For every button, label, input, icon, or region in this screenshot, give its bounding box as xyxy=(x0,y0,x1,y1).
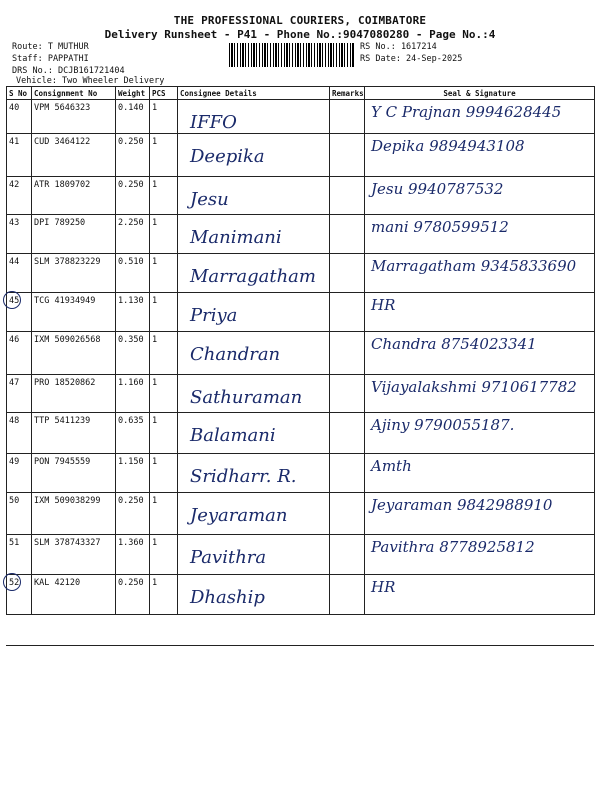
consignee-name: IFFO xyxy=(190,112,237,133)
table-row xyxy=(7,215,595,254)
consignment-cell-text: TCG 41934949 xyxy=(34,296,96,306)
seal-cell xyxy=(365,215,595,254)
consignee-name: Marragatham xyxy=(190,266,316,287)
pcs-cell xyxy=(150,134,178,177)
sno-cell xyxy=(7,177,32,215)
sno-cell xyxy=(7,332,32,375)
remarks-cell xyxy=(330,293,365,332)
consignment-cell xyxy=(32,134,116,177)
sno-cell xyxy=(7,493,32,535)
sno-cell-text: 47 xyxy=(9,378,20,388)
sno-cell xyxy=(7,454,32,493)
weight-cell-text: 0.635 xyxy=(118,416,144,426)
signature-text: HR xyxy=(371,296,396,314)
seal-cell xyxy=(365,454,595,493)
pcs-cell-text: 1 xyxy=(152,457,158,467)
consignee-name: Chandran xyxy=(190,344,281,365)
consignee-cell xyxy=(178,413,330,454)
consignee-name: Deepika xyxy=(190,146,265,167)
pcs-cell xyxy=(150,493,178,535)
signature-text: Y C Prajnan 9994628445 xyxy=(371,103,562,121)
remarks-cell xyxy=(330,575,365,615)
sno-cell-text: 41 xyxy=(9,137,20,147)
pcs-cell xyxy=(150,293,178,332)
weight-cell-text: 1.160 xyxy=(118,378,144,388)
pcs-cell xyxy=(150,413,178,454)
seal-cell xyxy=(365,100,595,134)
weight-cell xyxy=(116,493,150,535)
sno-cell-text: 42 xyxy=(9,180,20,190)
consignment-cell-text: IXM 509026568 xyxy=(34,335,101,345)
consignee-cell xyxy=(178,293,330,332)
sno-cell-text: 45 xyxy=(9,296,20,306)
consignment-cell-text: TTP 5411239 xyxy=(34,416,91,426)
consignment-cell xyxy=(32,332,116,375)
consignee-cell xyxy=(178,332,330,375)
weight-cell xyxy=(116,375,150,413)
consignment-cell xyxy=(32,100,116,134)
table-row xyxy=(7,454,595,493)
pcs-cell-text: 1 xyxy=(152,296,158,306)
pcs-cell xyxy=(150,177,178,215)
sno-cell-text: 44 xyxy=(9,257,20,267)
sno-cell-text: 49 xyxy=(9,457,20,467)
consignment-cell-text: VPM 5646323 xyxy=(34,103,91,113)
seal-cell xyxy=(365,177,595,215)
pcs-cell xyxy=(150,575,178,615)
pcs-cell xyxy=(150,535,178,575)
sno-cell xyxy=(7,254,32,293)
remarks-cell xyxy=(330,493,365,535)
rs-date: RS Date: 24-Sep-2025 xyxy=(360,54,463,64)
consignment-cell xyxy=(32,413,116,454)
drs-number: DRS No.: DCJB161721404 xyxy=(12,66,125,76)
bottom-divider xyxy=(6,645,594,646)
weight-cell xyxy=(116,332,150,375)
pcs-cell-text: 1 xyxy=(152,180,158,190)
consignment-cell-text: DPI 789250 xyxy=(34,218,86,228)
sno-cell-text: 50 xyxy=(9,496,20,506)
consignment-cell xyxy=(32,375,116,413)
consignee-cell xyxy=(178,535,330,575)
consignment-cell-text: SLM 378743327 xyxy=(34,538,101,548)
consignment-cell-text: KAL 42120 xyxy=(34,578,81,588)
weight-cell-text: 0.140 xyxy=(118,103,144,113)
consignment-cell-text: SLM 378823229 xyxy=(34,257,101,267)
column-header: Remarks xyxy=(330,87,365,100)
remarks-cell xyxy=(330,215,365,254)
sno-cell xyxy=(7,293,32,332)
weight-cell xyxy=(116,575,150,615)
consignee-name: Manimani xyxy=(190,227,282,248)
remarks-cell xyxy=(330,177,365,215)
consignment-cell-text: PON 7945559 xyxy=(34,457,91,467)
pcs-cell xyxy=(150,254,178,293)
seal-cell xyxy=(365,575,595,615)
weight-cell xyxy=(116,177,150,215)
consignment-cell xyxy=(32,293,116,332)
column-header: Weight xyxy=(116,87,150,100)
weight-cell-text: 0.250 xyxy=(118,496,144,506)
signature-text: HR xyxy=(371,578,396,596)
pcs-cell-text: 1 xyxy=(152,218,158,228)
sno-cell xyxy=(7,535,32,575)
consignee-cell xyxy=(178,575,330,615)
table-row xyxy=(7,413,595,454)
weight-cell-text: 0.250 xyxy=(118,180,144,190)
table-row xyxy=(7,375,595,413)
consignee-cell xyxy=(178,215,330,254)
table-row xyxy=(7,493,595,535)
seal-cell xyxy=(365,375,595,413)
remarks-cell xyxy=(330,134,365,177)
seal-cell xyxy=(365,413,595,454)
remarks-cell xyxy=(330,413,365,454)
weight-cell xyxy=(116,413,150,454)
seal-cell xyxy=(365,293,595,332)
consignment-cell xyxy=(32,177,116,215)
weight-cell xyxy=(116,215,150,254)
sno-cell xyxy=(7,215,32,254)
pcs-cell-text: 1 xyxy=(152,496,158,506)
signature-text: Amth xyxy=(371,457,412,475)
seal-cell xyxy=(365,254,595,293)
consignee-cell xyxy=(178,177,330,215)
barcode-image xyxy=(229,43,354,67)
rs-number: RS No.: 1617214 xyxy=(360,42,437,52)
circled-mark-icon xyxy=(3,291,21,309)
weight-cell xyxy=(116,454,150,493)
remarks-cell xyxy=(330,454,365,493)
consignee-cell xyxy=(178,493,330,535)
signature-text: Marragatham 9345833690 xyxy=(371,257,577,275)
weight-cell-text: 2.250 xyxy=(118,218,144,228)
circled-mark-icon xyxy=(3,573,21,591)
weight-cell xyxy=(116,134,150,177)
pcs-cell-text: 1 xyxy=(152,378,158,388)
column-header: Consignment No xyxy=(32,87,116,100)
table-row xyxy=(7,575,595,615)
weight-cell-text: 0.510 xyxy=(118,257,144,267)
pcs-cell-text: 1 xyxy=(152,257,158,267)
vehicle-label: Vehicle: Two Wheeler Delivery xyxy=(16,76,165,86)
consignee-cell xyxy=(178,134,330,177)
pcs-cell xyxy=(150,100,178,134)
seal-cell xyxy=(365,493,595,535)
table-row xyxy=(7,100,595,134)
pcs-cell xyxy=(150,454,178,493)
pcs-cell-text: 1 xyxy=(152,538,158,548)
column-header: Seal & Signature xyxy=(365,87,595,100)
column-header: Consignee Details xyxy=(178,87,330,100)
sno-cell xyxy=(7,575,32,615)
signature-text: Jesu 9940787532 xyxy=(371,180,504,198)
consignment-cell xyxy=(32,575,116,615)
weight-cell xyxy=(116,293,150,332)
signature-text: Pavithra 8778925812 xyxy=(371,538,535,556)
remarks-cell xyxy=(330,535,365,575)
staff-label: Staff: PAPPATHI xyxy=(12,54,89,64)
sno-cell-text: 40 xyxy=(9,103,20,113)
table-row xyxy=(7,254,595,293)
table-row xyxy=(7,332,595,375)
seal-cell xyxy=(365,332,595,375)
sno-cell-text: 46 xyxy=(9,335,20,345)
weight-cell-text: 0.250 xyxy=(118,137,144,147)
weight-cell-text: 1.360 xyxy=(118,538,144,548)
sno-cell xyxy=(7,375,32,413)
pcs-cell xyxy=(150,215,178,254)
weight-cell-text: 0.250 xyxy=(118,578,144,588)
sno-cell-text: 48 xyxy=(9,416,20,426)
consignee-name: Sathuraman xyxy=(190,387,303,408)
remarks-cell xyxy=(330,254,365,293)
consignee-name: Sridharr. R. xyxy=(190,466,297,487)
table-row xyxy=(7,177,595,215)
remarks-cell xyxy=(330,332,365,375)
weight-cell-text: 1.130 xyxy=(118,296,144,306)
consignment-cell-text: PRO 18520862 xyxy=(34,378,96,388)
table-row xyxy=(7,134,595,177)
pcs-cell xyxy=(150,332,178,375)
weight-cell xyxy=(116,100,150,134)
consignee-name: Dhaship xyxy=(190,587,265,608)
runsheet-subtitle: Delivery Runsheet - P41 - Phone No.:9047080280 - Page No.:4 xyxy=(104,28,496,41)
sno-cell xyxy=(7,134,32,177)
consignment-cell xyxy=(32,215,116,254)
consignment-cell xyxy=(32,493,116,535)
sno-cell xyxy=(7,413,32,454)
signature-text: Depika 9894943108 xyxy=(371,137,525,155)
consignee-name: Balamani xyxy=(190,425,276,446)
sno-cell-text: 52 xyxy=(9,578,20,588)
seal-cell xyxy=(365,134,595,177)
pcs-cell-text: 1 xyxy=(152,416,158,426)
consignment-cell-text: CUD 3464122 xyxy=(34,137,91,147)
table-row xyxy=(7,293,595,332)
signature-text: Jeyaraman 9842988910 xyxy=(371,496,553,514)
weight-cell-text: 0.350 xyxy=(118,335,144,345)
consignee-name: Priya xyxy=(190,305,238,326)
remarks-cell xyxy=(330,375,365,413)
consignment-cell-text: IXM 509038299 xyxy=(34,496,101,506)
pcs-cell-text: 1 xyxy=(152,578,158,588)
sno-cell xyxy=(7,100,32,134)
remarks-cell xyxy=(330,100,365,134)
consignment-cell xyxy=(32,454,116,493)
consignee-cell xyxy=(178,254,330,293)
company-title: THE PROFESSIONAL COURIERS, COIMBATORE xyxy=(173,14,427,27)
route-label: Route: T MUTHUR xyxy=(12,42,89,52)
table-row xyxy=(7,535,595,575)
signature-text: Chandra 8754023341 xyxy=(371,335,537,353)
runsheet-table xyxy=(6,86,595,615)
consignment-cell-text: ATR 1809702 xyxy=(34,180,91,190)
table-header-row xyxy=(7,87,595,100)
signature-text: mani 9780599512 xyxy=(371,218,509,236)
pcs-cell-text: 1 xyxy=(152,335,158,345)
signature-text: Vijayalakshmi 9710617782 xyxy=(371,378,577,396)
consignee-cell xyxy=(178,375,330,413)
column-header: S No xyxy=(7,87,32,100)
consignee-cell xyxy=(178,100,330,134)
consignment-cell xyxy=(32,254,116,293)
weight-cell-text: 1.150 xyxy=(118,457,144,467)
weight-cell xyxy=(116,254,150,293)
consignee-name: Jeyaraman xyxy=(190,505,288,526)
seal-cell xyxy=(365,535,595,575)
consignee-cell xyxy=(178,454,330,493)
sno-cell-text: 51 xyxy=(9,538,20,548)
pcs-cell-text: 1 xyxy=(152,137,158,147)
pcs-cell-text: 1 xyxy=(152,103,158,113)
pcs-cell xyxy=(150,375,178,413)
column-header: PCS xyxy=(150,87,178,100)
consignee-name: Pavithra xyxy=(190,547,267,568)
signature-text: Ajiny 9790055187. xyxy=(371,416,515,434)
sno-cell-text: 43 xyxy=(9,218,20,228)
consignment-cell xyxy=(32,535,116,575)
weight-cell xyxy=(116,535,150,575)
consignee-name: Jesu xyxy=(190,189,229,210)
